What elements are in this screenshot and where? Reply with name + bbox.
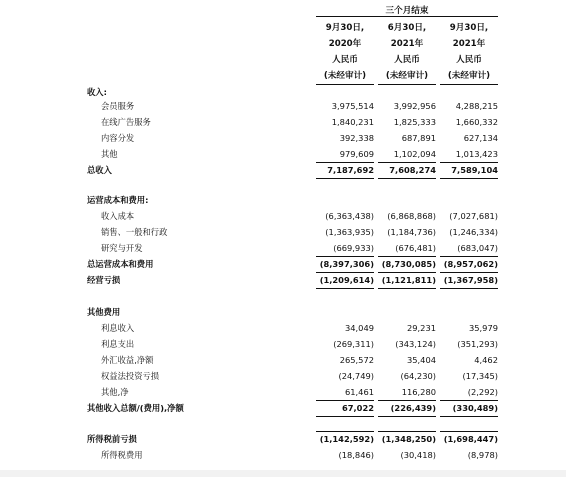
total-row	[0, 400, 566, 416]
row-value: (351,293)	[457, 339, 498, 349]
row-label: 其他	[101, 149, 118, 159]
total-rule	[316, 288, 374, 289]
row-value: 1,825,333	[393, 117, 436, 127]
table-row	[0, 146, 566, 162]
table-row	[0, 320, 566, 336]
row-value: 61,461	[344, 387, 374, 397]
row-label: 权益法投资亏损	[101, 371, 160, 381]
row-value: 627,134	[463, 133, 498, 143]
table-row	[0, 336, 566, 352]
table-row	[0, 368, 566, 384]
row-value: (6,363,438)	[325, 211, 374, 221]
section-operating-costs-heading	[0, 192, 566, 208]
row-value: (1,209,614)	[319, 275, 374, 285]
row-value: (6,868,868)	[387, 211, 436, 221]
row-value: (64,230)	[400, 371, 436, 381]
row-label: 经营亏损	[87, 275, 121, 285]
total-rule	[378, 288, 436, 289]
table-row	[0, 208, 566, 224]
total-rule	[316, 178, 374, 179]
row-value: (2,292)	[467, 387, 498, 397]
row-value: (683,047)	[457, 243, 498, 253]
row-value: 1,840,231	[331, 117, 374, 127]
column-header-q2-2021	[378, 20, 436, 84]
row-value: (1,348,250)	[381, 434, 436, 444]
row-label: 所得税前亏损	[87, 434, 137, 444]
row-value: (330,489)	[452, 403, 498, 413]
row-value: (676,481)	[395, 243, 436, 253]
table-row	[0, 447, 566, 463]
row-label: 收入成本	[101, 211, 135, 221]
row-label: 其他收入总额/(费用),净额	[87, 403, 184, 413]
column-date: 9月30日,	[325, 23, 365, 33]
table-row	[0, 384, 566, 400]
row-value: (24,749)	[338, 371, 374, 381]
column-note: (未经审计)	[323, 71, 367, 81]
column-year: 2021年	[452, 39, 486, 49]
row-value: 29,231	[406, 323, 436, 333]
column-currency: 人民币	[456, 55, 482, 65]
row-value: 265,572	[339, 355, 374, 365]
row-value: (669,933)	[333, 243, 374, 253]
table-row	[0, 98, 566, 114]
row-label: 总收入	[87, 165, 112, 175]
row-label: 利息支出	[101, 339, 135, 349]
row-value: (1,367,958)	[443, 275, 498, 285]
row-value: 3,992,956	[393, 101, 436, 111]
period-header-rule	[316, 16, 498, 17]
row-value: (8,730,085)	[381, 259, 436, 269]
row-label: 收入:	[87, 87, 107, 97]
row-value: 1,660,332	[455, 117, 498, 127]
bottom-edge	[0, 470, 566, 477]
row-value: (269,311)	[333, 339, 374, 349]
total-rule	[440, 178, 498, 179]
row-value: (8,397,306)	[319, 259, 374, 269]
row-value: 1,013,423	[455, 149, 498, 159]
row-value: (1,363,935)	[325, 227, 374, 237]
row-value: (17,345)	[462, 371, 498, 381]
row-value: (18,846)	[338, 450, 374, 460]
row-value: (8,957,062)	[443, 259, 498, 269]
row-label: 内容分发	[101, 133, 135, 143]
row-value: 7,187,692	[327, 165, 374, 175]
table-row	[0, 240, 566, 256]
row-value: 392,338	[339, 133, 374, 143]
row-label: 利息收入	[101, 323, 135, 333]
total-rule	[440, 288, 498, 289]
row-value: 7,589,104	[451, 165, 498, 175]
row-value: (1,246,334)	[449, 227, 498, 237]
row-value: (1,142,592)	[319, 434, 374, 444]
row-label: 运营成本和费用:	[87, 195, 149, 205]
row-value: 67,022	[341, 403, 374, 413]
total-row	[0, 431, 566, 447]
row-label: 研究与开发	[101, 243, 143, 253]
column-currency: 人民币	[394, 55, 420, 65]
row-value: (1,184,736)	[387, 227, 436, 237]
row-label: 在线广告服务	[101, 117, 151, 127]
table-row	[0, 352, 566, 368]
column-date: 9月30日,	[449, 23, 489, 33]
row-label: 会员服务	[101, 101, 135, 111]
column-year: 2020年	[328, 39, 362, 49]
row-value: (30,418)	[400, 450, 436, 460]
row-value: (7,027,681)	[449, 211, 498, 221]
row-value: 1,102,094	[393, 149, 436, 159]
column-year: 2021年	[390, 39, 424, 49]
row-value: (343,124)	[395, 339, 436, 349]
row-label: 外汇收益,净额	[101, 355, 154, 365]
row-value: (1,698,447)	[443, 434, 498, 444]
row-value: (8,978)	[467, 450, 498, 460]
total-row	[0, 256, 566, 272]
column-header-q3-2021	[440, 20, 498, 84]
row-value: 687,891	[401, 133, 436, 143]
column-currency: 人民币	[332, 55, 358, 65]
row-value: 35,404	[406, 355, 436, 365]
column-date: 6月30日,	[387, 23, 427, 33]
table-row	[0, 130, 566, 146]
row-value: 116,280	[401, 387, 436, 397]
total-rule	[378, 416, 436, 417]
column-header-q3-2020	[316, 20, 374, 84]
row-label: 其他,净	[101, 387, 129, 397]
total-row	[0, 162, 566, 178]
column-note: (未经审计)	[447, 71, 491, 81]
period-header: 三个月结束	[385, 6, 429, 16]
row-label: 总运营成本和费用	[87, 259, 154, 269]
row-value: 35,979	[468, 323, 498, 333]
row-value: 4,462	[474, 355, 498, 365]
column-note: (未经审计)	[385, 71, 429, 81]
row-label: 所得税费用	[101, 450, 143, 460]
row-value: 4,288,215	[455, 101, 498, 111]
table-row	[0, 114, 566, 130]
row-value: (226,439)	[390, 403, 436, 413]
total-rule	[378, 178, 436, 179]
total-rule	[440, 416, 498, 417]
row-label: 其他费用	[87, 307, 121, 317]
row-value: 7,608,274	[389, 165, 436, 175]
row-value: 3,975,514	[331, 101, 374, 111]
total-row	[0, 272, 566, 288]
row-value: 34,049	[344, 323, 374, 333]
section-other-expenses-heading	[0, 304, 566, 320]
row-value: (1,121,811)	[381, 275, 436, 285]
table-row	[0, 224, 566, 240]
total-rule	[316, 416, 374, 417]
row-label: 销售、一般和行政	[101, 227, 168, 237]
row-value: 979,609	[339, 149, 374, 159]
